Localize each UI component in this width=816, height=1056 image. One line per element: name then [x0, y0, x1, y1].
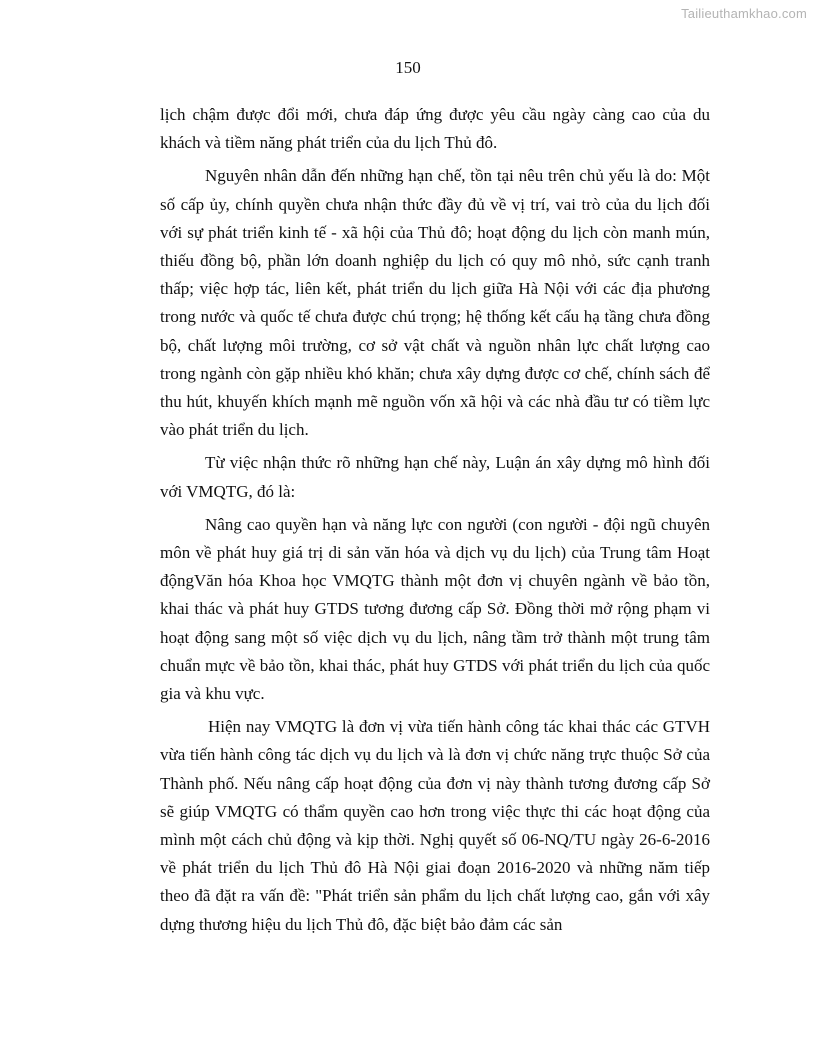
- page-number: 150: [395, 58, 421, 77]
- document-body: [160, 101, 710, 944]
- paragraph-model-description: Nâng cao quyền hạn và năng lực con người (con người - đội ngũ chuyên môn về phát huy giá trị di sản văn hóa và dịch vụ du lịch) của Trung tâm Hoạt độngVăn hóa Khoa học VMQTG thành một đơn vị chuyên ngành về bảo tồn, khai thác và phát huy GTDS tương đương cấp Sở. Đồng thời mở rộng phạm vi hoạt động sang một số việc dịch vụ du lịch, nâng tầm trở thành một trung tâm chuẩn mực về bảo tồn, khai thác, phát huy GTDS với phát triển du lịch của quốc gia và khu vực.: [160, 514, 710, 704]
- paragraph-current-status: Hiện nay VMQTG là đơn vị vừa tiến hành công tác khai thác các GTVH vừa tiến hành công tác dịch vụ du lịch và là đơn vị chức năng trực thuộc Sở của Thành phố. Nếu nâng cấp hoạt động của đơn vị này thành tương đương cấp Sở sẽ giúp VMQTG có thẩm quyền cao hơn trong việc thực thi các hoạt động của mình một cách chủ động và kịp thời. Nghị quyết số 06-NQ/TU ngày 26-6-2016 về phát triển du lịch Thủ đô Hà Nội giai đoạn 2016-2020 và những năm tiếp theo đã đặt ra vấn đề: "Phát triển sản phẩm du lịch chất lượng cao, gắn với xây dựng thương hiệu du lịch Thủ đô, đặc biệt bảo đảm các sản: [160, 717, 710, 934]
- paragraph-model-intro: Từ việc nhận thức rõ những hạn chế này, Luận án xây dựng mô hình đối với VMQTG, đó là:: [160, 453, 710, 501]
- paragraph-continuation: lịch chậm được đổi mới, chưa đáp ứng được yêu cầu ngày càng cao của du khách và tiềm năng phát triển của du lịch Thủ đô.: [160, 105, 710, 153]
- paragraph-causes: Nguyên nhân dẫn đến những hạn chế, tồn tại nêu trên chủ yếu là do: Một số cấp ủy, chính quyền chưa nhận thức đầy đủ về vị trí, vai trò của du lịch đối với sự phát triển kinh tế - xã hội của Thủ đô; hoạt động du lịch còn manh mún, thiếu đồng bộ, phần lớn doanh nghiệp du lịch có quy mô nhỏ, sức cạnh tranh thấp; việc hợp tác, liên kết, phát triển du lịch giữa Hà Nội với các địa phương trong nước và quốc tế chưa được chú trọng; hệ thống kết cấu hạ tầng chưa đồng bộ, chất lượng môi trường, cơ sở vật chất và nguồn nhân lực chất lượng cao trong ngành còn gặp nhiều khó khăn; chưa xây dựng được cơ chế, chính sách để thu hút, khuyến khích mạnh mẽ nguồn vốn xã hội và các nhà đầu tư có tiềm lực vào phát triển du lịch.: [160, 166, 710, 440]
- watermark: Tailieuthamkhao.com: [681, 6, 807, 21]
